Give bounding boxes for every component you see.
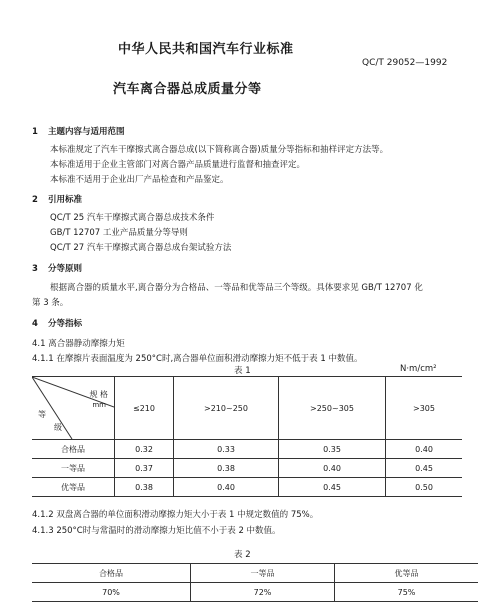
value-cell: 0.45	[386, 459, 463, 478]
grade-cell: 合格品	[32, 440, 115, 459]
reference-item: QC/T 27 汽车干摩擦式离合器总成台架试验方法	[50, 243, 232, 253]
diag-label-unit: mm	[92, 401, 106, 409]
table-1	[32, 376, 462, 497]
table-1-unit: N·m/cm²	[400, 364, 437, 374]
column-header: >305	[386, 377, 463, 440]
grade-cell: 优等品	[32, 478, 115, 497]
section-1-para-3: 本标准不适用于企业出厂产品检查和产品鉴定。	[50, 175, 229, 185]
subsection-4-1-2: 4.1.2 双盘离合器的单位面积滑动摩擦力矩大小于表 1 中规定数值的 75%。	[32, 510, 319, 520]
value-cell: 0.32	[115, 440, 174, 459]
section-4-number: 4	[32, 319, 38, 329]
section-3-title: 分等原则	[48, 264, 83, 274]
section-3-para-1: 根据离合器的质量水平,离合器分为合格品、一等品和优等品三个等级。具体要求见 GB/T 12707 化	[50, 283, 423, 293]
table-row	[32, 459, 462, 478]
table-header-row	[32, 377, 462, 440]
table-2	[32, 563, 478, 602]
section-1-para-2: 本标准适用于企业主管部门对离合器产品质量进行监督和抽查评定。	[50, 160, 306, 170]
column-header: >210~250	[174, 377, 279, 440]
value-cell: 0.40	[174, 478, 279, 497]
table-2-caption: 表 2	[234, 550, 251, 560]
value-cell: 0.37	[115, 459, 174, 478]
section-2-heading	[32, 193, 82, 205]
subsection-4-1-3: 4.1.3 250°C时与常温时的滑动摩擦力矩比值不小于表 2 中数值。	[32, 526, 281, 536]
standard-code: QC/T 29052—1992	[362, 58, 448, 68]
section-1-para-1: 本标准规定了汽车干摩擦式离合器总成(以下简称离合器)质量分等指标和抽样评定方法等。	[50, 145, 389, 155]
subsection-4-1: 4.1 离合器静动摩擦力矩	[32, 339, 125, 349]
document-title: 汽车离合器总成质量分等	[113, 82, 262, 97]
table-header-row	[32, 564, 478, 583]
column-header: ≤210	[115, 377, 174, 440]
column-header: 优等品	[335, 564, 479, 583]
section-3-number: 3	[32, 264, 38, 274]
value-cell: 0.50	[386, 478, 463, 497]
table-row	[32, 583, 478, 602]
value-cell: 0.33	[174, 440, 279, 459]
value-cell: 0.45	[279, 478, 386, 497]
value-cell: 0.38	[115, 478, 174, 497]
column-header: 一等品	[191, 564, 335, 583]
table-row	[32, 478, 462, 497]
table-1-caption: 表 1	[234, 366, 251, 376]
section-1-title: 主题内容与适用范围	[48, 127, 125, 137]
section-2-number: 2	[32, 195, 38, 205]
diag-label-deng: 等	[38, 410, 46, 419]
section-1-number: 1	[32, 127, 38, 137]
section-4-heading	[32, 317, 82, 329]
column-header: 合格品	[32, 564, 191, 583]
value-cell: 72%	[191, 583, 335, 602]
section-3-heading	[32, 262, 82, 274]
reference-item: QC/T 25 汽车干摩擦式离合器总成技术条件	[50, 213, 215, 223]
table-diagonal-header	[32, 377, 115, 440]
reference-item: GB/T 12707 工业产品质量分等导则	[50, 228, 188, 238]
section-4-title: 分等指标	[48, 319, 83, 329]
table-row	[32, 440, 462, 459]
value-cell: 75%	[335, 583, 479, 602]
subsection-4-1-1: 4.1.1 在摩擦片表面温度为 250°C时,离合器单位面积滑动摩擦力矩不低于表 1 中数值。	[32, 354, 363, 364]
value-cell: 0.40	[386, 440, 463, 459]
value-cell: 0.38	[174, 459, 279, 478]
diag-label-ji: 级	[54, 423, 62, 432]
standard-org: 中华人民共和国汽车行业标准	[118, 42, 294, 57]
diag-label-spec: 规 格	[89, 390, 108, 399]
value-cell: 0.35	[279, 440, 386, 459]
grade-cell: 一等品	[32, 459, 115, 478]
column-header: >250~305	[279, 377, 386, 440]
section-1-heading	[32, 125, 125, 137]
value-cell: 0.40	[279, 459, 386, 478]
section-2-title: 引用标准	[48, 195, 83, 205]
section-3-para-2: 第 3 条。	[32, 298, 69, 308]
value-cell: 70%	[32, 583, 191, 602]
